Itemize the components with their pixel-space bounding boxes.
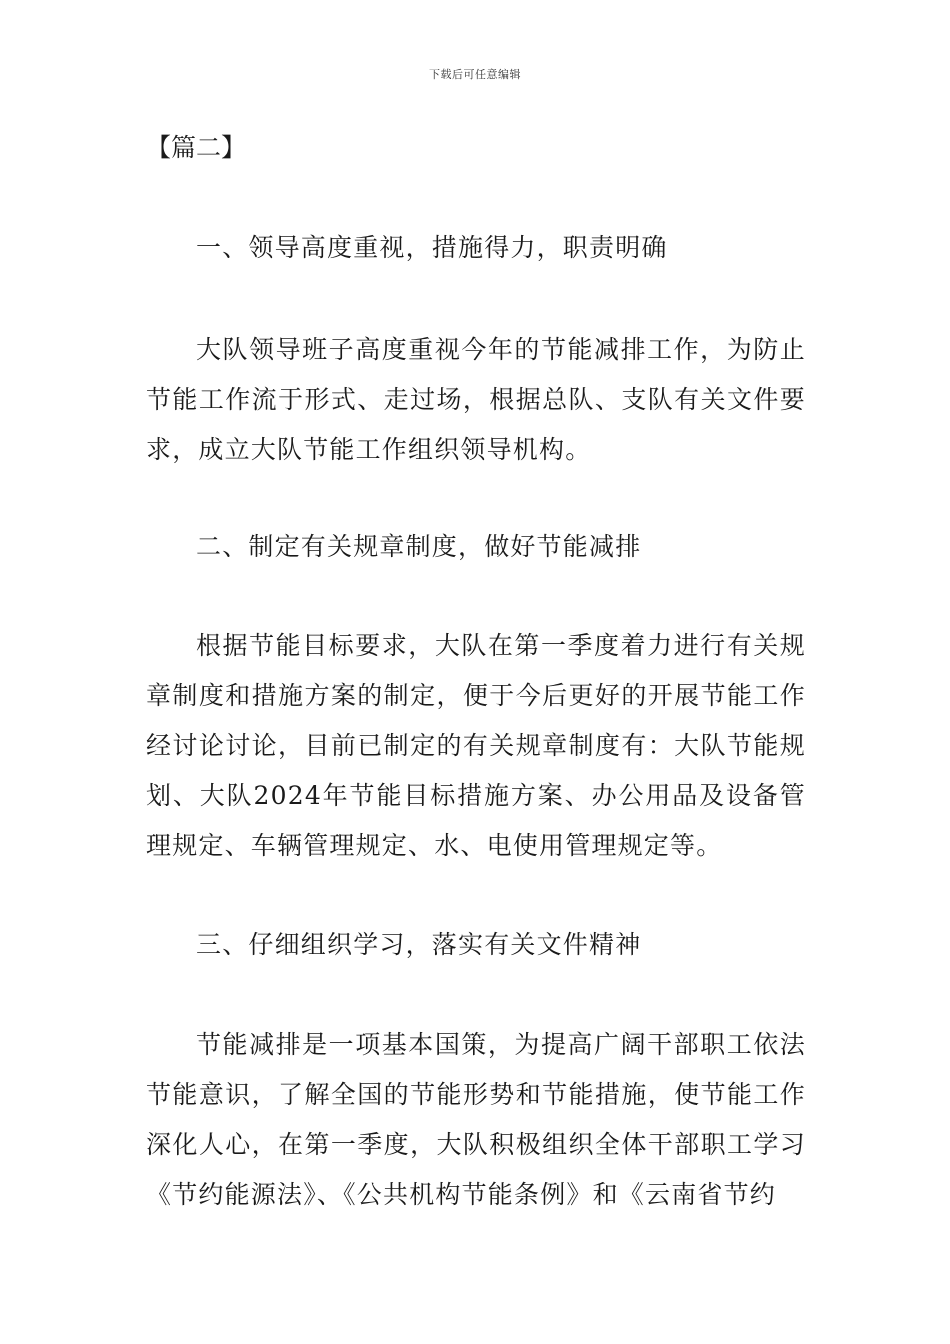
paragraph-2: 根据节能目标要求，大队在第一季度着力进行有关规章制度和措施方案的制定，便于今后更好的开展节能工作经讨论讨论，目前已制定的有关规章制度有：大队节能规划、大队2024年节能目标措施方案、办公用品及设备管理规定、车辆管理规定、水、电使用管理规定等。 — [146, 631, 806, 860]
heading-3: 三、仔细组织学习，落实有关文件精神 — [196, 930, 642, 959]
header-note: 下载后可任意编辑 — [429, 68, 521, 81]
heading-1: 一、领导高度重视，措施得力，职责明确 — [196, 233, 668, 262]
section-tag: 【篇二】 — [146, 133, 247, 162]
paragraph-3: 节能减排是一项基本国策，为提高广阔干部职工依法节能意识，了解全国的节能形势和节能措施，使节能工作深化人心，在第一季度，大队积极组织全体干部职工学习《节约能源法》、《公共机构节能条例》和《云南省节约 — [146, 1030, 806, 1209]
paragraph-1: 大队领导班子高度重视今年的节能减排工作，为防止节能工作流于形式、走过场，根据总队、支队有关文件要求，成立大队节能工作组织领导机构。 — [146, 335, 806, 464]
heading-2: 二、制定有关规章制度，做好节能减排 — [196, 532, 642, 561]
